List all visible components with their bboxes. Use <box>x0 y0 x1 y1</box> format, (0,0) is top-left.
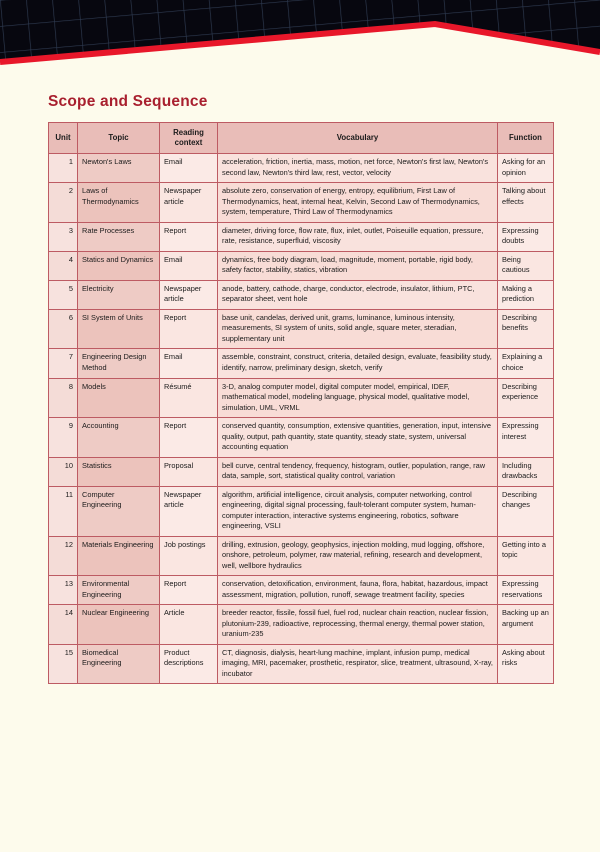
cell-function: Asking for an opinion <box>498 154 554 183</box>
cell-unit-number: 8 <box>49 378 78 418</box>
cell-vocabulary: 3-D, analog computer model, digital computer model, empirical, IDEF, mathematical model, modeling language, physical model, qualitative model, simulation, UML, VRML <box>218 378 498 418</box>
table-row <box>49 280 554 309</box>
cell-vocabulary: conservation, detoxification, environment, fauna, flora, habitat, hazardous, impact assessment, migration, pollution, runoff, sewage treatment facility, species <box>218 576 498 605</box>
cell-unit-number: 9 <box>49 418 78 458</box>
cell-vocabulary: dynamics, free body diagram, load, magnitude, moment, portable, rigid body, safety factor, stability, statics, vibration <box>218 251 498 280</box>
cell-unit-number: 2 <box>49 183 78 223</box>
table-row <box>49 644 554 684</box>
table-row <box>49 418 554 458</box>
column-header-topic: Topic <box>78 123 160 154</box>
table-row <box>49 378 554 418</box>
cell-vocabulary: CT, diagnosis, dialysis, heart-lung machine, implant, infusion pump, medical imaging, MRI, pacemaker, prosthetic, respirator, slice, treatment, ultrasound, X-ray, incubator <box>218 644 498 684</box>
cell-vocabulary: anode, battery, cathode, charge, conductor, electrode, insulator, lithium, PTC, separator sheet, vent hole <box>218 280 498 309</box>
cell-unit-number: 15 <box>49 644 78 684</box>
cell-reading-context: Report <box>160 418 218 458</box>
cell-reading-context: Email <box>160 349 218 378</box>
cell-reading-context: Report <box>160 222 218 251</box>
table-row <box>49 486 554 536</box>
cell-reading-context: Newspaper article <box>160 183 218 223</box>
cell-reading-context: Newspaper article <box>160 486 218 536</box>
table-row <box>49 251 554 280</box>
cell-topic: Nuclear Engineering <box>78 605 160 645</box>
cell-unit-number: 3 <box>49 222 78 251</box>
cell-reading-context: Email <box>160 251 218 280</box>
scope-and-sequence-table <box>48 122 554 684</box>
cell-unit-number: 13 <box>49 576 78 605</box>
cell-reading-context: Newspaper article <box>160 280 218 309</box>
cell-reading-context: Résumé <box>160 378 218 418</box>
table-row <box>49 183 554 223</box>
cell-function: Describing changes <box>498 486 554 536</box>
cell-vocabulary: absolute zero, conservation of energy, entropy, equilibrium, First Law of Thermodynamics, heat, internal heat, Kelvin, Second Law of Thermodynamics, system, temperature, Third Law of Thermodynamics <box>218 183 498 223</box>
page-title: Scope and Sequence <box>48 93 208 110</box>
scope-and-sequence-table-wrapper <box>48 122 553 684</box>
cell-function: Describing experience <box>498 378 554 418</box>
table-row <box>49 309 554 349</box>
cell-unit-number: 14 <box>49 605 78 645</box>
table-row <box>49 457 554 486</box>
cell-function: Being cautious <box>498 251 554 280</box>
cell-function: Describing benefits <box>498 309 554 349</box>
header-grid-graphic <box>0 0 600 80</box>
table-row <box>49 605 554 645</box>
cell-reading-context: Report <box>160 576 218 605</box>
cell-topic: Biomedical Engineering <box>78 644 160 684</box>
cell-function: Making a prediction <box>498 280 554 309</box>
table-row <box>49 536 554 576</box>
cell-unit-number: 5 <box>49 280 78 309</box>
cell-vocabulary: algorithm, artificial intelligence, circuit analysis, computer networking, control engineering, digital signal processing, fault-tolerant computer system, human-computer interaction, interactive systems engineering, robotics, software engineering, VSLI <box>218 486 498 536</box>
cell-topic: Materials Engineering <box>78 536 160 576</box>
cell-reading-context: Article <box>160 605 218 645</box>
column-header-vocabulary: Vocabulary <box>218 123 498 154</box>
cell-topic: Rate Processes <box>78 222 160 251</box>
cell-topic: Models <box>78 378 160 418</box>
cell-function: Explaining a choice <box>498 349 554 378</box>
table-row <box>49 154 554 183</box>
page-header-band <box>0 0 600 80</box>
cell-vocabulary: assemble, constraint, construct, criteria, detailed design, evaluate, feasibility study, identify, narrow, preliminary design, sketch, verify <box>218 349 498 378</box>
cell-vocabulary: bell curve, central tendency, frequency, histogram, outlier, population, range, raw data, sample, sort, statistical quality control, variation <box>218 457 498 486</box>
cell-topic: Accounting <box>78 418 160 458</box>
cell-topic: Statistics <box>78 457 160 486</box>
cell-unit-number: 1 <box>49 154 78 183</box>
cell-function: Backing up an argument <box>498 605 554 645</box>
cell-topic: Laws of Thermodynamics <box>78 183 160 223</box>
cell-vocabulary: conserved quantity, consumption, extensive quantities, generation, input, intensive quality, output, path quantity, state quantity, steady state, system, universal accounting equation <box>218 418 498 458</box>
cell-unit-number: 6 <box>49 309 78 349</box>
column-header-reading-context: Reading context <box>160 123 218 154</box>
cell-function: Asking about risks <box>498 644 554 684</box>
cell-function: Getting into a topic <box>498 536 554 576</box>
cell-reading-context: Proposal <box>160 457 218 486</box>
cell-topic: SI System of Units <box>78 309 160 349</box>
cell-topic: Electricity <box>78 280 160 309</box>
cell-reading-context: Job postings <box>160 536 218 576</box>
cell-vocabulary: breeder reactor, fissile, fossil fuel, fuel rod, nuclear chain reaction, nuclear fission, plutonium-239, radioactive, reprocessing, thermal energy, thermal power station, uranium-235 <box>218 605 498 645</box>
cell-vocabulary: acceleration, friction, inertia, mass, motion, net force, Newton's first law, Newton's second law, Newton's third law, rest, vector, velocity <box>218 154 498 183</box>
cell-vocabulary: base unit, candelas, derived unit, grams, luminance, luminous intensity, measurements, SI system of units, solid angle, square meter, steradian, supplementary unit <box>218 309 498 349</box>
cell-topic: Engineering Design Method <box>78 349 160 378</box>
cell-unit-number: 11 <box>49 486 78 536</box>
cell-function: Expressing doubts <box>498 222 554 251</box>
table-row <box>49 349 554 378</box>
table-header <box>49 123 554 154</box>
cell-topic: Computer Engineering <box>78 486 160 536</box>
cell-unit-number: 7 <box>49 349 78 378</box>
cell-topic: Environmental Engineering <box>78 576 160 605</box>
cell-reading-context: Email <box>160 154 218 183</box>
cell-reading-context: Product descriptions <box>160 644 218 684</box>
cell-reading-context: Report <box>160 309 218 349</box>
cell-topic: Newton's Laws <box>78 154 160 183</box>
column-header-function: Function <box>498 123 554 154</box>
table-body <box>49 154 554 684</box>
cell-unit-number: 12 <box>49 536 78 576</box>
cell-topic: Statics and Dynamics <box>78 251 160 280</box>
cell-function: Talking about effects <box>498 183 554 223</box>
table-row <box>49 576 554 605</box>
column-header-unit: Unit <box>49 123 78 154</box>
cell-unit-number: 10 <box>49 457 78 486</box>
table-header-row <box>49 123 554 154</box>
page-content <box>0 80 600 684</box>
table-row <box>49 222 554 251</box>
cell-function: Expressing reservations <box>498 576 554 605</box>
cell-unit-number: 4 <box>49 251 78 280</box>
cell-function: Expressing interest <box>498 418 554 458</box>
cell-vocabulary: drilling, extrusion, geology, geophysics, injection molding, mud logging, offshore, onshore, petroleum, polymer, raw material, refining, research and development, well, wellbore hydraulics <box>218 536 498 576</box>
cell-function: Including drawbacks <box>498 457 554 486</box>
cell-vocabulary: diameter, driving force, flow rate, flux, inlet, outlet, Poiseuille equation, pressure, rate, resistance, superfluid, viscosity <box>218 222 498 251</box>
